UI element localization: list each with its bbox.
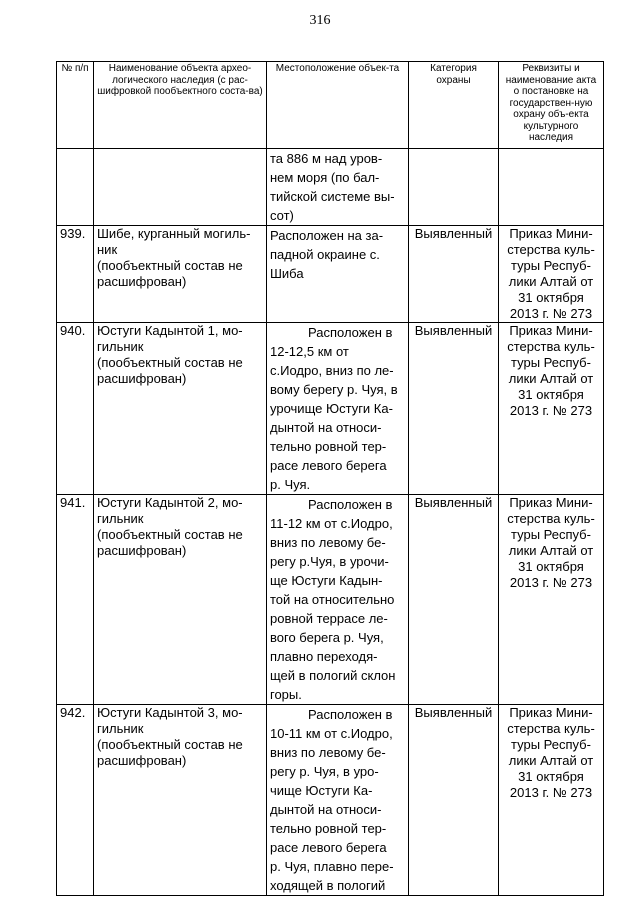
name-line: расшифрован): [97, 274, 187, 289]
name-cell: [94, 226, 267, 323]
act-line: лики Алтай от: [508, 543, 594, 558]
location-line: [270, 495, 405, 514]
location-line: [270, 323, 405, 342]
table-row-continuation: [57, 149, 604, 226]
name-line: расшифрован): [97, 543, 187, 558]
location-line: регу р.Чуя, в урочи-: [270, 554, 389, 569]
category-cell: [409, 149, 499, 226]
table-row: [57, 226, 604, 323]
location-line: тельно ровной тер-: [270, 439, 387, 454]
table-row: [57, 495, 604, 705]
name-line: расшифрован): [97, 753, 187, 768]
act-line: Приказ Мини-: [509, 705, 593, 720]
act-line: Приказ Мини-: [509, 226, 593, 241]
header-act: Реквизиты и наименование акта о постановке на государствен-ную охрану объ-екта культурного наследия: [499, 62, 604, 149]
name-line: ник: [97, 242, 118, 257]
location-line: нем моря (по бал-: [270, 170, 380, 185]
location-line: [270, 705, 405, 724]
act-line: туры Респуб-: [511, 737, 591, 752]
act-line: 2013 г. № 273: [509, 403, 593, 418]
number-cell: 939.: [57, 226, 94, 323]
act-line: 31 октября: [518, 290, 584, 305]
act-cell: [499, 705, 604, 896]
act-line: 31 октября: [518, 769, 584, 784]
location-line: плавно переходя-: [270, 649, 378, 664]
location-line-text: Расположен в: [308, 707, 393, 722]
number-cell: 941.: [57, 495, 94, 705]
location-line: Шиба: [270, 266, 304, 281]
act-line: Приказ Мини-: [509, 323, 593, 338]
act-line: лики Алтай от: [508, 753, 594, 768]
name-cell: [94, 705, 267, 896]
number-cell: [57, 149, 94, 226]
act-line: стерства куль-: [507, 511, 595, 526]
location-line: ходящей в пологий: [270, 878, 386, 893]
act-cell: [499, 226, 604, 323]
table-header-row: [57, 62, 604, 149]
name-line: Юстуги Кадынтой 2, мо-: [97, 495, 243, 510]
name-line: гильник: [97, 339, 144, 354]
location-line: ще Юстуги Кадын-: [270, 573, 383, 588]
act-line: 2013 г. № 273: [509, 306, 593, 321]
category-cell: Выявленный: [409, 705, 499, 896]
name-line: (пообъектный состав не: [97, 355, 243, 370]
location-line: р. Чуя.: [270, 477, 311, 492]
category-cell: Выявленный: [409, 226, 499, 323]
name-line: (пообъектный состав не: [97, 527, 243, 542]
location-line: тийской системе вы-: [270, 189, 395, 204]
location-line: расе левого берега: [270, 458, 387, 473]
act-line: 2013 г. № 273: [509, 785, 593, 800]
location-line: расе левого берега: [270, 840, 387, 855]
act-cell: [499, 495, 604, 705]
name-line: расшифрован): [97, 371, 187, 386]
number-cell: 940.: [57, 323, 94, 495]
act-line: лики Алтай от: [508, 371, 594, 386]
table-row: [57, 705, 604, 896]
location-line: щей в пологий склон: [270, 668, 396, 683]
location-line: дынтой на относи-: [270, 420, 382, 435]
location-line: Расположен на за-: [270, 228, 384, 243]
location-line-text: Расположен в: [308, 497, 393, 512]
location-line: урочище Юстуги Ка-: [270, 401, 393, 416]
location-line: ровной террасе ле-: [270, 611, 388, 626]
location-line: 10-11 км от с.Иодро,: [270, 726, 393, 741]
act-line: туры Респуб-: [511, 355, 591, 370]
name-line: (пообъектный состав не: [97, 737, 243, 752]
location-line: сот): [270, 208, 294, 223]
act-line: стерства куль-: [507, 242, 595, 257]
location-line: вого берега р. Чуя,: [270, 630, 384, 645]
location-line: регу р. Чуя, в уро-: [270, 764, 379, 779]
act-line: туры Респуб-: [511, 527, 591, 542]
act-line: 31 октября: [518, 387, 584, 402]
header-object-name: Наименование объекта архео-логического наследия (с рас-шифровкой пообъектного соста-ва): [94, 62, 267, 149]
name-cell: [94, 495, 267, 705]
name-line: (пообъектный состав не: [97, 258, 243, 273]
header-location: Местоположение объек-та: [267, 62, 409, 149]
act-line: стерства куль-: [507, 339, 595, 354]
location-line: тельно ровной тер-: [270, 821, 387, 836]
location-line: та 886 м над уров-: [270, 151, 383, 166]
location-cell: [267, 149, 409, 226]
table-row: [57, 323, 604, 495]
category-cell: Выявленный: [409, 495, 499, 705]
name-line: Шибе, курганный могиль-: [97, 226, 251, 241]
location-line: 11-12 км от с.Иодро,: [270, 516, 393, 531]
act-cell: [499, 149, 604, 226]
name-line: гильник: [97, 511, 144, 526]
location-cell: [267, 495, 409, 705]
location-line: падной окраине с.: [270, 247, 380, 262]
act-cell: [499, 323, 604, 495]
header-category: Категория охраны: [409, 62, 499, 149]
location-line: вниз по левому бе-: [270, 745, 386, 760]
location-cell: [267, 705, 409, 896]
location-cell: [267, 226, 409, 323]
act-line: 31 октября: [518, 559, 584, 574]
location-cell: [267, 323, 409, 495]
act-line: стерства куль-: [507, 721, 595, 736]
header-number: № п/п: [57, 62, 94, 149]
location-line: вниз по левому бе-: [270, 535, 386, 550]
name-line: Юстуги Кадынтой 3, мо-: [97, 705, 243, 720]
number-cell: 942.: [57, 705, 94, 896]
location-line: 12-12,5 км от: [270, 344, 349, 359]
location-line-text: Расположен в: [308, 325, 393, 340]
name-line: гильник: [97, 721, 144, 736]
location-line: с.Иодро, вниз по ле-: [270, 363, 394, 378]
act-line: лики Алтай от: [508, 274, 594, 289]
act-line: туры Респуб-: [511, 258, 591, 273]
location-line: р. Чуя, плавно пере-: [270, 859, 394, 874]
page-number: 316: [309, 13, 331, 28]
act-line: 2013 г. № 273: [509, 575, 593, 590]
location-line: вому берегу р. Чуя, в: [270, 382, 398, 397]
name-line: Юстуги Кадынтой 1, мо-: [97, 323, 243, 338]
location-line: той на относительно: [270, 592, 395, 607]
name-cell: [94, 323, 267, 495]
location-line: чище Юстуги Ка-: [270, 783, 373, 798]
act-line: Приказ Мини-: [509, 495, 593, 510]
location-line: дынтой на относи-: [270, 802, 382, 817]
category-cell: Выявленный: [409, 323, 499, 495]
location-line: горы.: [270, 687, 302, 702]
heritage-registry-table: [56, 61, 604, 896]
name-cell: [94, 149, 267, 226]
